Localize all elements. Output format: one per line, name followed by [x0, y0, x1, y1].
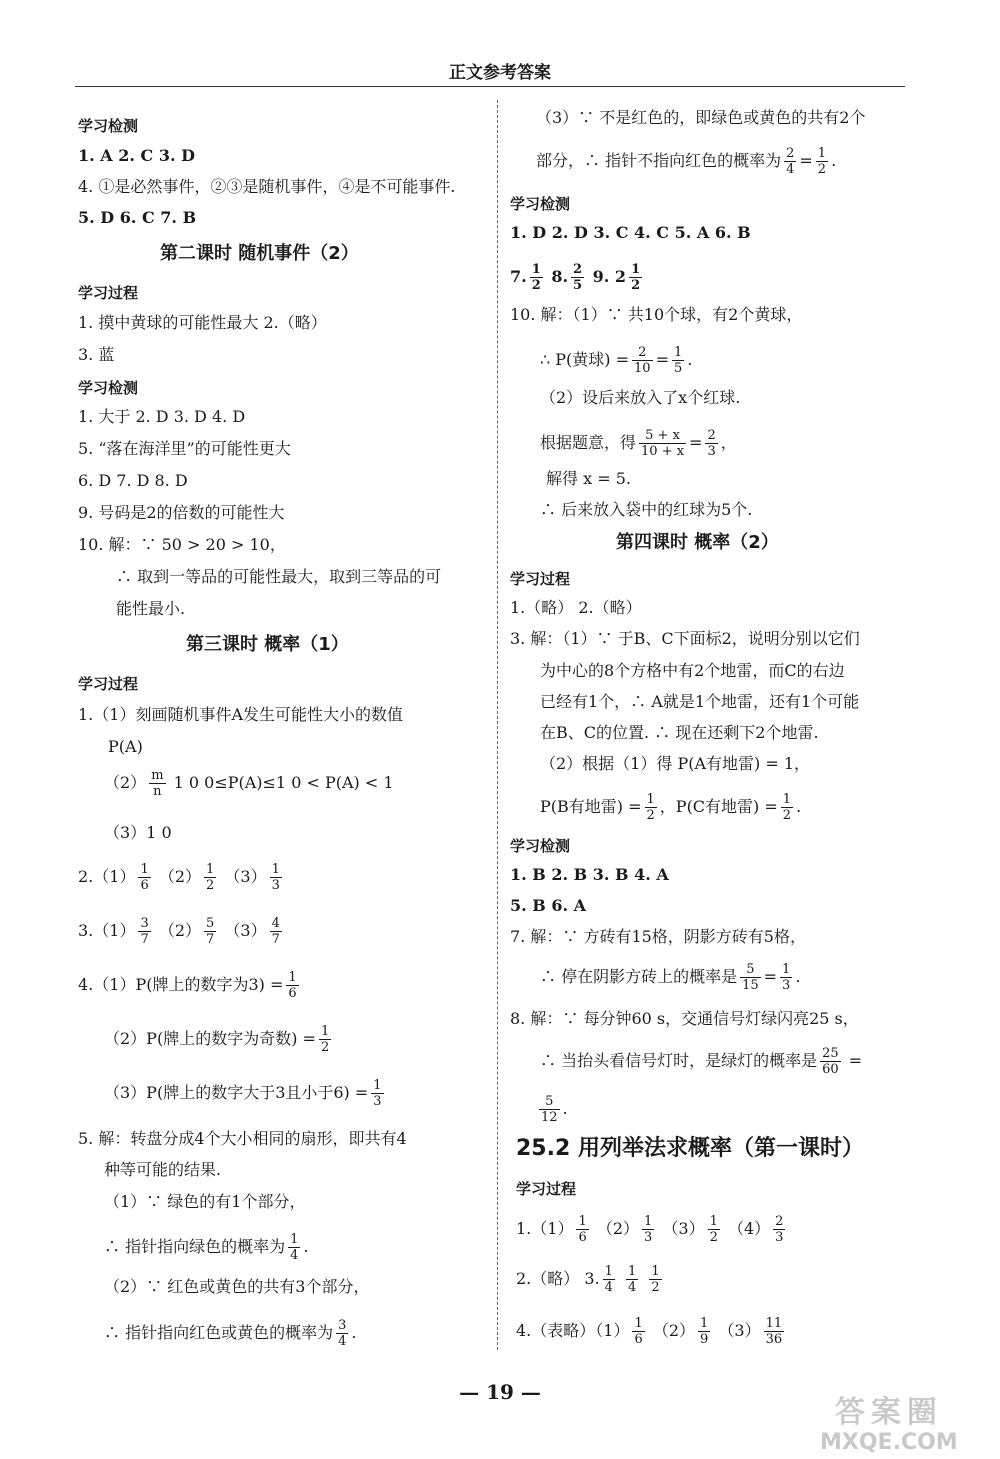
fraction: $\frac{1}{4}$	[628, 1264, 637, 1295]
answer-line: ∴ 指针指向红色或黄色的概率为 $\frac{3}{4}$ .	[104, 1318, 357, 1349]
answer-line: 种等可能的结果.	[104, 1160, 222, 1179]
answer-line: 1.（1）刻画随机事件A发生可能性大小的数值	[78, 705, 404, 724]
section-heading: 学习过程	[516, 1180, 577, 1198]
answer-line: 9. 号码是2的倍数的可能性大	[78, 503, 285, 522]
answer-line: 5. “落在海洋里”的可能性更大	[78, 439, 291, 458]
fraction: $\frac{1}{3}$	[782, 962, 791, 993]
fraction: $\frac{1}{3}$	[373, 1078, 382, 1109]
answer-line: （2） $\frac{m}{n}$ 1 0 0≤P(A)≤1 0 < P(A) < 1	[104, 768, 394, 799]
answer-line: $\frac{5}{12}$ .	[541, 1094, 568, 1125]
fraction: $\frac{2}{3}$	[775, 1214, 784, 1245]
watermark-logo	[820, 1395, 958, 1458]
answer-line: 1. D 2. D 3. C 4. C 5. A 6. B	[510, 223, 751, 242]
answer-line: 1. A 2. C 3. D	[78, 146, 195, 165]
section-heading: 学习检测	[510, 837, 571, 855]
lesson-title: 第二课时 随机事件（2）	[160, 243, 359, 264]
answer-line: 10. 解：∵ 50 > 20 > 10，	[78, 535, 286, 554]
fraction: $\frac{4}{7}$	[271, 916, 280, 947]
fraction: $\frac{1}{3}$	[644, 1214, 653, 1245]
answer-line: 3. 蓝	[78, 345, 115, 364]
column-divider	[497, 100, 498, 1350]
fraction: $\frac{1}{6}$	[578, 1214, 587, 1245]
fraction: $\frac{5 + x}{10 + x}$	[641, 428, 685, 459]
answer-line: 根据题意，得 $\frac{5 + x}{10 + x}$ = $\frac{2}{3}$ ，	[540, 428, 737, 459]
answer-line: 部分，∴ 指针不指向红色的概率为 $\frac{2}{4}$ = $\frac{1}{2}$ .	[536, 146, 837, 177]
answer-line: 8. 解：∵ 每分钟60 s，交通信号灯绿闪亮25 s，	[510, 1009, 859, 1028]
page-header: 正文参考答案	[449, 63, 551, 83]
page-number: — 19 —	[459, 1380, 541, 1404]
answer-line: 为中心的8个方格中有2个地雷，而C的右边	[540, 661, 845, 680]
answer-line: （1）∵ 绿色的有1个部分，	[104, 1192, 306, 1211]
answer-line: 1. 大于 2. D 3. D 4. D	[78, 407, 246, 426]
fraction: $\frac{2}{10}$	[634, 345, 651, 376]
fraction: $\frac{2}{3}$	[707, 428, 716, 459]
answer-line: 3.（1） $\frac{3}{7}$ （2） $\frac{5}{7}$ （3） $\frac{4}{7}$	[78, 916, 280, 947]
fraction: $\frac{1}{2}$	[782, 792, 792, 823]
section-heading: 学习检测	[78, 379, 139, 397]
lesson-title: 第四课时 概率（2）	[616, 532, 779, 553]
fraction: $\frac{1}{9}$	[700, 1316, 709, 1347]
answer-line: 能性最小.	[116, 599, 186, 618]
fraction: $\frac{1}{6}$	[140, 862, 149, 893]
answer-line: ∴ 后来放入袋中的红球为5个.	[540, 500, 753, 519]
answer-line: 1.（略） 2.（略）	[510, 598, 642, 617]
answer-line: ∴ 停在阴影方砖上的概率是 $\frac{5}{15}$ = $\frac{1}{3}$ .	[540, 962, 801, 993]
chapter-title: 25.2 用列举法求概率（第一课时）	[516, 1136, 864, 1161]
answer-line: 4.（1）P(牌上的数字为3) = $\frac{1}{6}$	[78, 970, 297, 1001]
fraction: $\frac{1}{2}$	[320, 1024, 330, 1055]
answer-line: 5. B 6. A	[510, 896, 587, 915]
answer-line: （2）根据（1）得 P(A有地雷) = 1，	[540, 754, 811, 773]
fraction: $\frac{1}{6}$	[634, 1316, 643, 1347]
answer-line: 5. 解：转盘分成4个大小相同的扇形，即共有4	[78, 1129, 407, 1148]
answer-line: （2）P(牌上的数字为奇数) = $\frac{1}{2}$	[104, 1024, 330, 1055]
fraction: $\frac{1}{4}$	[604, 1264, 613, 1295]
fraction: $\frac{1}{5}$	[673, 345, 683, 376]
answer-line: 1.（1） $\frac{1}{6}$ （2） $\frac{1}{3}$ （3） $\frac{1}{2}$ （4） $\frac{2}{3}$	[516, 1214, 784, 1245]
answer-line: 7. $\frac{1}{2}$ 8. $\frac{2}{5}$ 9. 2 $\frac{1}{2}$	[510, 262, 641, 293]
answer-line: 1. 摸中黄球的可能性最大 2.（略）	[78, 313, 327, 332]
answer-line: 2.（1） $\frac{1}{6}$ （2） $\frac{1}{2}$ （3） $\frac{1}{3}$	[78, 862, 280, 893]
fraction: $\frac{1}{2}$	[817, 146, 827, 177]
answer-line: P(B有地雷) = $\frac{1}{2}$ ，P(C有地雷) = $\frac{1}{2}$ .	[540, 792, 802, 823]
watermark-text: 答案圈	[834, 1395, 943, 1430]
answer-line: ∴ 指针指向绿色的概率为 $\frac{1}{4}$ .	[104, 1232, 309, 1263]
answer-line: 已经有1个，∴ A就是1个地雷，还有1个可能	[540, 692, 860, 711]
answer-line: 在B、C的位置. ∴ 现在还剩下2个地雷.	[540, 723, 819, 742]
answer-line: ∴ 取到一等品的可能性最大，取到三等品的可	[116, 567, 442, 586]
section-heading: 学习过程	[78, 675, 139, 693]
answer-line: 4. ①是必然事件，②③是随机事件，④是不可能事件.	[78, 177, 456, 196]
section-heading: 学习过程	[78, 284, 139, 302]
lesson-title: 第三课时 概率（1）	[186, 634, 349, 655]
answer-line: 3. 解：（1）∵ 于B、C下面标2，说明分别以它们	[510, 629, 860, 648]
answer-line: （3）∵ 不是红色的，即绿色或黄色的共有2个	[536, 108, 866, 127]
fraction: $\frac{1}{2}$	[631, 262, 641, 293]
fraction: $\frac{2}{4}$	[786, 146, 795, 177]
answer-line: 6. D 7. D 8. D	[78, 471, 188, 490]
fraction: $\frac{1}{4}$	[290, 1232, 299, 1263]
answer-line: 5. D 6. C 7. B	[78, 208, 197, 227]
answer-line: ∴ P(黄球) = $\frac{2}{10}$ = $\frac{1}{5}$ .	[540, 345, 693, 376]
fraction: $\frac{1}{2}$	[709, 1214, 718, 1245]
answer-line: （3）P(牌上的数字大于3且小于6) = $\frac{1}{3}$	[104, 1078, 382, 1109]
fraction: $\frac{1}{2}$	[531, 262, 541, 293]
answer-line: 1. B 2. B 3. B 4. A	[510, 865, 669, 884]
fraction: $\frac{2}{5}$	[573, 262, 583, 293]
answer-line: P(A)	[108, 737, 143, 756]
fraction: $\frac{25}{60}$	[822, 1046, 839, 1077]
section-heading: 学习检测	[78, 117, 139, 135]
fraction: $\frac{m}{n}$	[151, 768, 164, 799]
fraction: $\frac{3}{4}$	[338, 1318, 347, 1349]
header-rule	[75, 86, 905, 87]
section-heading: 学习过程	[510, 570, 571, 588]
fraction: $\frac{1}{2}$	[646, 792, 655, 823]
section-heading: 学习检测	[510, 195, 571, 213]
fraction: $\frac{3}{7}$	[140, 916, 149, 947]
answer-line: 7. 解：∵ 方砖有15格，阴影方砖有5格，	[510, 927, 806, 946]
fraction: $\frac{1}{6}$	[288, 970, 297, 1001]
answer-line: （2）∵ 红色或黄色的共有3个部分，	[104, 1277, 370, 1296]
answer-line: 10. 解：（1）∵ 共10个球，有2个黄球，	[510, 305, 803, 324]
fraction: $\frac{11}{36}$	[765, 1316, 783, 1347]
fraction: $\frac{5}{12}$	[541, 1094, 558, 1125]
fraction: $\frac{5}{15}$	[742, 962, 759, 993]
watermark-url: MXQE.COM	[820, 1430, 958, 1455]
answer-line: （2）设后来放入了x个红球.	[540, 388, 741, 407]
answer-line: 2.（略） 3. $\frac{1}{4}$ $\frac{1}{4}$ $\frac{1}{2}$	[516, 1264, 660, 1295]
answer-line: 4.（表略）（1） $\frac{1}{6}$ （2） $\frac{1}{9}$ （3） $\frac{11}{36}$	[516, 1316, 783, 1347]
fraction: $\frac{5}{7}$	[206, 916, 215, 947]
fraction: $\frac{1}{2}$	[206, 862, 215, 893]
answer-line: 解得 x = 5.	[546, 469, 631, 488]
fraction: $\frac{1}{2}$	[651, 1264, 660, 1295]
answer-line: ∴ 当抬头看信号灯时，是绿灯的概率是 $\frac{25}{60}$ =	[540, 1046, 863, 1077]
answer-line: （3）1 0	[104, 823, 172, 842]
fraction: $\frac{1}{3}$	[271, 862, 280, 893]
